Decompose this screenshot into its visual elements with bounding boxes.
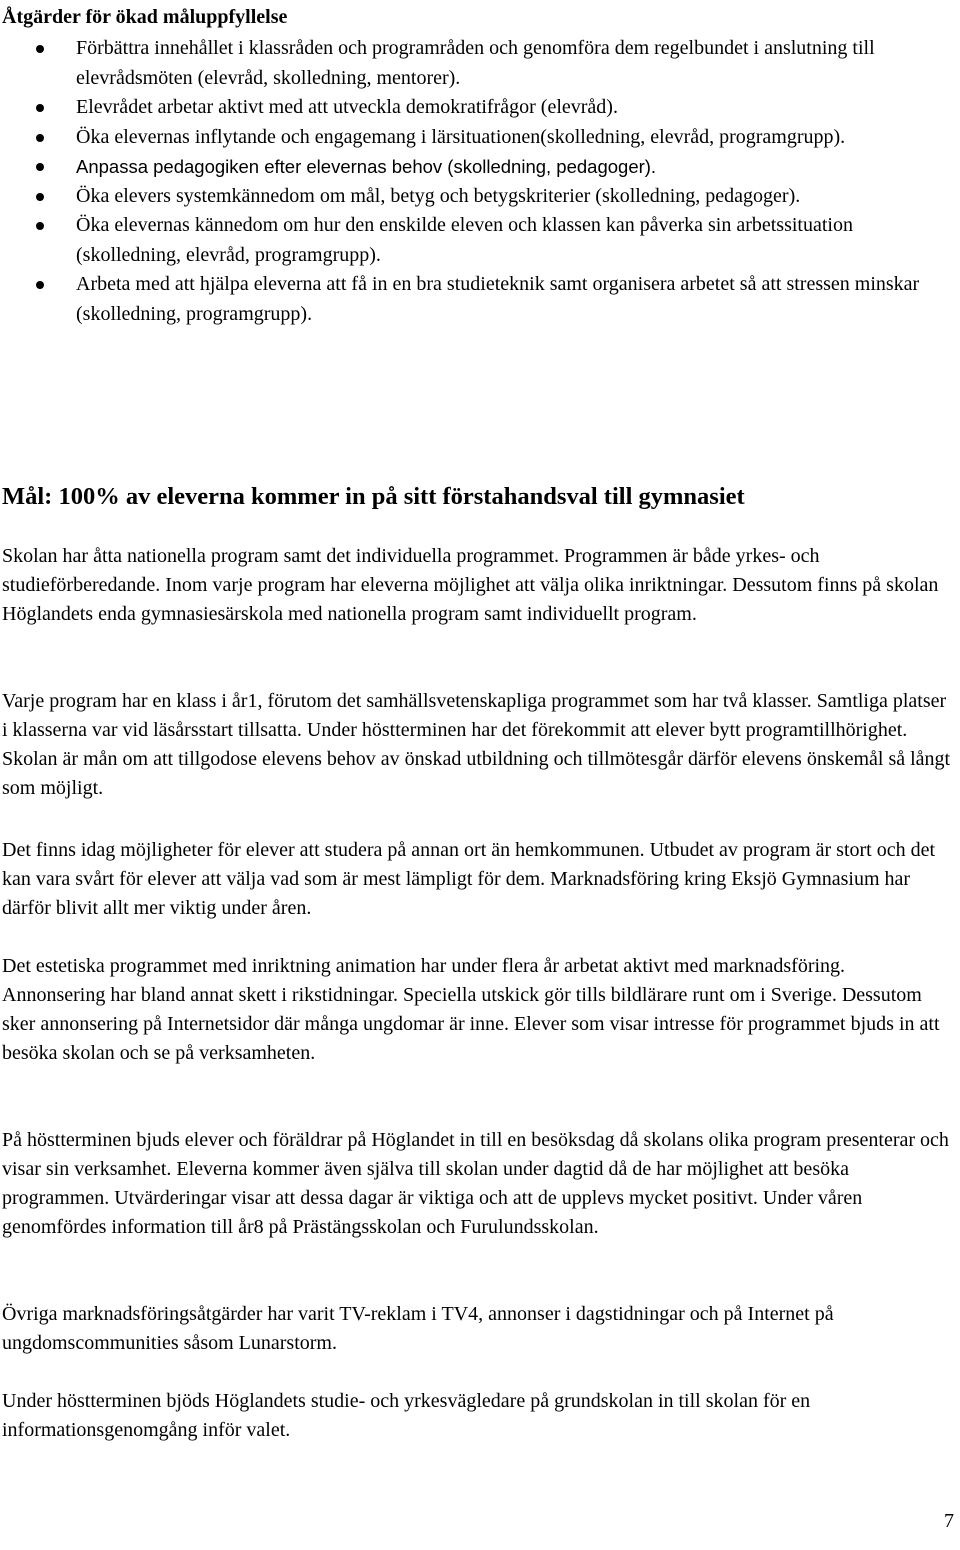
bullet-icon: [36, 193, 44, 201]
list-item-text: Förbättra innehållet i klassråden och programråden och genomföra dem regelbundet i anslutning till elevrådsmöten (elevråd, skolledning, mentorer).: [76, 37, 875, 89]
list-item-text: Öka elevernas inflytande och engagemang i lärsituationen(skolledning, elevråd, programgrupp).: [76, 125, 846, 148]
body-paragraph: Övriga marknadsföringsåtgärder har varit TV-reklam i TV4, annonser i dagstidningar och på Internet på ungdomscommunities såsom Lunarstorm.: [2, 1303, 834, 1354]
body-paragraph: Skolan har åtta nationella program samt det individuella programmet. Programmen är både yrkes- och studieförberedande. Inom varje program har eleverna möjlighet att välja olika inriktningar. Dessutom finns på skolan Höglandets enda gymnasiesärskola med nationella program samt individuellt program.: [2, 545, 939, 625]
list-item-text: Anpassa pedagogiken efter elevernas behov (skolledning, pedagoger).: [76, 156, 657, 177]
bullet-icon: [36, 45, 44, 53]
page-number: 7: [944, 1510, 954, 1532]
body-paragraph: Det finns idag möjligheter för elever att studera på annan ort än hemkommunen. Utbudet av program är stort och det kan vara svårt för elever att välja vad som är mest lämpligt för dem. Marknadsföring kring Eksjö Gymnasium har därför blivit allt mer viktig under åren.: [2, 839, 936, 919]
goal-heading: Mål: 100% av eleverna kommer in på sitt förstahandsval till gymnasiet: [2, 483, 745, 510]
bullet-icon: [36, 222, 44, 230]
bullet-icon: [36, 163, 44, 171]
bullet-icon: [36, 104, 44, 112]
list-item-text: Öka elevers systemkännedom om mål, betyg och betygskriterier (skolledning, pedagoger).: [76, 184, 801, 207]
section-heading: Åtgärder för ökad måluppfyllelse: [2, 6, 288, 28]
list-item: [0, 123, 950, 153]
bullet-icon: [36, 281, 44, 289]
bullet-icon: [36, 134, 44, 142]
body-paragraph: Det estetiska programmet med inriktning animation har under flera år arbetat aktivt med marknadsföring. Annonsering har bland annat skett i rikstidningar. Speciella utskick gör tills bildlärare runt om i Sverige. Dessutom sker annonsering på Internetsidor där många ungdomar är inne. Elever som visar intresse för programmet bjuds in att besöka skolan och se på verksamheten.: [2, 955, 940, 1064]
list-item: [0, 270, 950, 329]
list-item: [0, 152, 950, 182]
list-item-text: Elevrådet arbetar aktivt med att utveckla demokratifrågor (elevråd).: [76, 96, 618, 118]
list-item: [0, 182, 950, 212]
list-item: [0, 93, 950, 123]
action-bullet-list: [0, 34, 950, 329]
list-item: [0, 211, 950, 270]
body-paragraph: På höstterminen bjuds elever och föräldrar på Höglandet in till en besöksdag då skolans olika program presenterar och visar sin verksamhet. Eleverna kommer även själva till skolan under dagtid då de har möjlighet att besöka programmen. Utvärderingar visar att dessa dagar är viktiga och att de upplevs mycket positivt. Under våren genomfördes information till år8 på Prästängsskolan och Furulundsskolan.: [2, 1129, 949, 1238]
list-item: [0, 34, 950, 93]
list-item-text: Öka elevernas kännedom om hur den enskilde eleven och klassen kan påverka sin arbetssituation (skolledning, elevråd, programgrupp).: [76, 214, 853, 266]
list-item-text: Arbeta med att hjälpa eleverna att få in en bra studieteknik samt organisera arbetet så att stressen minskar (skolledning, programgrupp).: [76, 273, 920, 325]
body-paragraph: Under höstterminen bjöds Höglandets studie- och yrkesvägledare på grundskolan in till skolan för en informationsgenomgång inför valet.: [2, 1390, 811, 1441]
body-paragraph: Varje program har en klass i år1, förutom det samhällsvetenskapliga programmet som har två klasser. Samtliga platser i klasserna var vid läsårsstart tillsatta. Under höstterminen har det förekommit att elever bytt programtillhörighet. Skolan är mån om att tillgodose elevens behov av önskad utbildning och tillmötesgår därför elevens önskemål så långt som möjligt.: [2, 690, 951, 799]
